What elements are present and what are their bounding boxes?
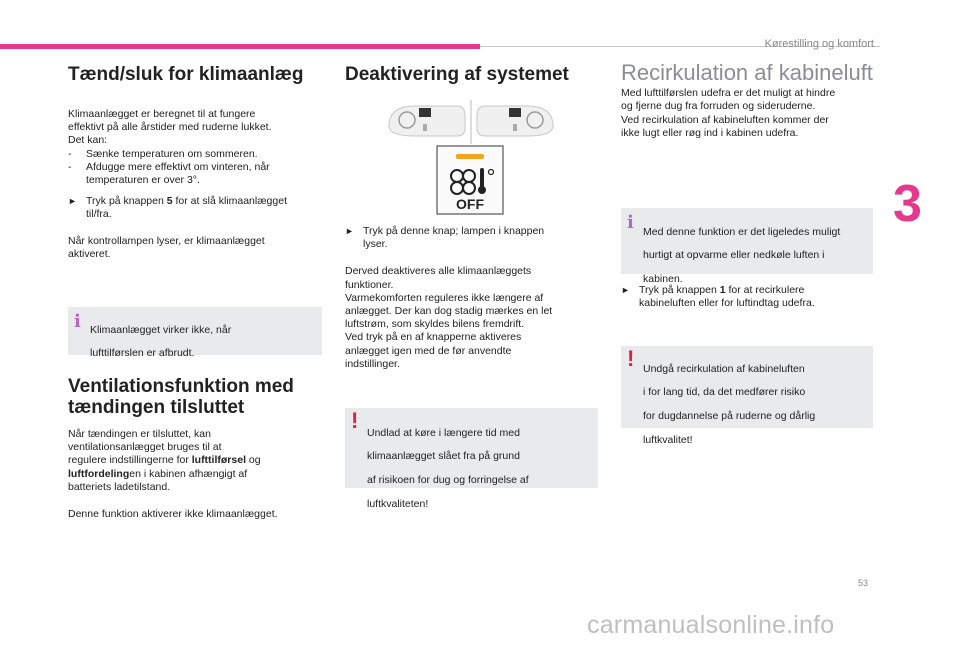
intro-line: Klimaanlægget er beregnet til at fungere [68, 108, 256, 120]
column-recirculation-instruction [621, 284, 876, 310]
page-number: 53 [858, 578, 869, 588]
body-line: og fjerne dug fra forruden og sideruderne. [621, 100, 816, 113]
column-deactivate-text [345, 225, 600, 371]
warning-note-col2: ! Undlad at køre i længere tid med klimaanlægget slået fra på grund af risikoen for dug og forringelse af luftkvaliteten! [345, 408, 598, 488]
right-temperature-control [477, 106, 553, 136]
body-line: funktioner. [345, 278, 394, 291]
instruction-press-1: ► Tryk på knappen 1 for at recirkulere kabineluften eller for luftindtag udefra. [621, 284, 815, 310]
list-item: - Afdugge mere effektivt om vinteren, når temperaturen er over 3°. [68, 160, 270, 187]
off-label: OFF [456, 196, 484, 212]
heading-ac-toggle: Tænd/sluk for klimaanlæg [68, 64, 304, 85]
vent-text: regulere indstillingerne for lufttilførsel og [68, 454, 261, 467]
body-line: Med lufttilførslen udefra er det muligt at hindre [621, 87, 836, 100]
vent-text: luftfordelingen i kabinen afhængigt af [68, 467, 248, 480]
body-line: ikke lugt eller røg ind i kabinen udefra. [621, 126, 799, 139]
body-line: anlægget. Der kan dog stadig mærkes en let [345, 305, 553, 318]
chapter-number: 3 [893, 175, 922, 233]
body-line: Derved deaktiveres alle klimaanlæggets [345, 265, 532, 278]
final-note: Denne funktion aktiverer ikke klimaanlægget. [68, 508, 278, 521]
vent-text: batteriets ladetilstand. [68, 480, 171, 493]
lamp-text: Når kontrollampen lyser, er klimaanlægget [68, 234, 265, 247]
body-line: Varmekomforten reguleres ikke længere af [345, 291, 544, 304]
bullet-arrow-icon: ► [345, 226, 354, 236]
column-ventilation [68, 376, 330, 521]
info-icon: i [74, 311, 81, 332]
list-item: - Sænke temperaturen om sommeren. [68, 147, 258, 160]
section-title: Kørestilling og komfort [764, 38, 874, 50]
header-accent-bar [0, 44, 480, 49]
heading-ventilation: Ventilationsfunktion med tændingen tilsluttet [68, 376, 294, 418]
body-line: Ved tryk på en af knapperne aktiveres [345, 331, 522, 344]
body-line: luftstrøm, som skyldes bilens fremdrift. [345, 318, 525, 331]
info-icon: i [627, 212, 634, 233]
column-deactivate [345, 64, 600, 85]
heading-deactivate: Deaktivering af systemet [345, 64, 569, 85]
info-note-col3: i Med denne funktion er det ligeledes muligt hurtigt at opvarme eller nedkøle luften i kabinen. [621, 208, 873, 274]
left-temperature-control [389, 106, 465, 136]
bullet-arrow-icon: ► [68, 196, 77, 207]
body-line: indstillinger. [345, 357, 400, 370]
warning-icon: ! [351, 408, 359, 433]
body-line: anlægget igen med de før anvendte [345, 344, 512, 357]
indicator-lamp [456, 154, 484, 159]
column-ac-toggle [68, 64, 330, 261]
bullet-arrow-icon: ► [621, 285, 630, 295]
intro-line: effektivt på alle årstider med ruderne lukket. [68, 121, 272, 134]
vent-text: Når tændingen er tilsluttet, kan [68, 428, 211, 440]
intro-line: Det kan: [68, 134, 108, 147]
lamp-text: aktiveret. [68, 247, 111, 260]
warning-icon: ! [627, 346, 635, 371]
instruction-press-5: ► Tryk på knappen 5 for at slå klimaanlægget til/fra. [68, 195, 287, 221]
vent-text: ventilationsanlægget bruges til at [68, 441, 222, 454]
body-line: Ved recirkulation af kabineluften kommer der [621, 113, 829, 126]
warning-note-col3: ! Undgå recirkulation af kabineluften i for lang tid, da det medfører risiko for dugdannelse på ruderne og dårlig luftkvalitet! [621, 346, 873, 428]
info-note-col1: i Klimaanlægget virker ikke, når lufttilførslen er afbrudt. [68, 307, 322, 355]
watermark-text: carmanualsonline.info [587, 611, 835, 639]
heading-recirculation: Recirkulation af kabineluft [621, 60, 873, 85]
column-recirculation [621, 60, 876, 140]
instruction-press-button: ► Tryk på denne knap; lampen i knappen lyser. [345, 225, 545, 251]
